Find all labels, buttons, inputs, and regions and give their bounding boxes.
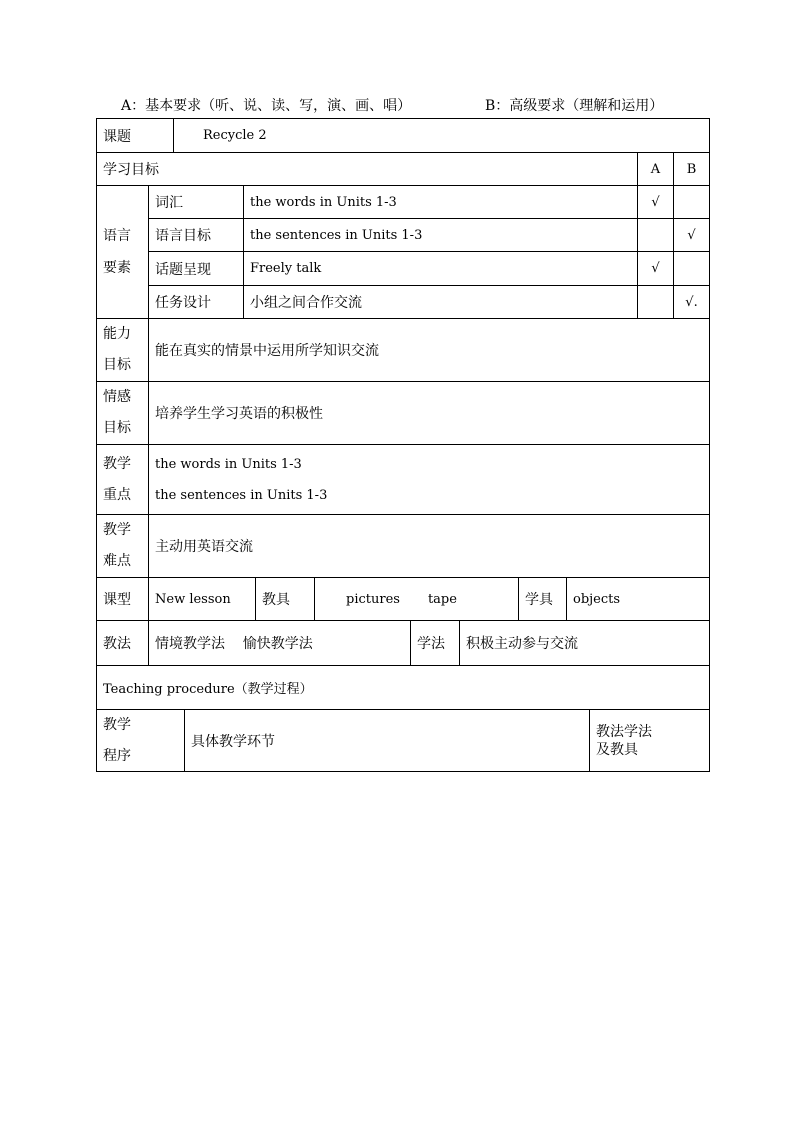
lesson-type-value: New lesson bbox=[148, 577, 256, 621]
language-elements-label bbox=[96, 185, 149, 319]
element-content: Freely talk bbox=[243, 251, 638, 286]
element-name: 任务设计 bbox=[148, 285, 244, 319]
difficulties-label bbox=[96, 514, 149, 578]
program-content: 具体教学环节 bbox=[184, 709, 590, 772]
col-a-header: A bbox=[637, 152, 674, 186]
emotion-content: 培养学生学习英语的积极性 bbox=[148, 381, 710, 445]
check-mark-a: √ bbox=[637, 251, 674, 286]
element-name: 语言目标 bbox=[148, 218, 244, 252]
methods-value: 情境教学法 愉快教学法 bbox=[148, 620, 411, 666]
check-mark-b bbox=[673, 185, 710, 219]
study-method-label: 学法 bbox=[410, 620, 460, 666]
key-points-label bbox=[96, 444, 149, 515]
check-mark-b: √ bbox=[673, 218, 710, 252]
check-mark-b: √. bbox=[673, 285, 710, 319]
element-name: 话题呈现 bbox=[148, 251, 244, 286]
ability-content: 能在真实的情景中运用所学知识交流 bbox=[148, 318, 710, 382]
element-name: 词汇 bbox=[148, 185, 244, 219]
key-points-label-line2: 重点 bbox=[103, 486, 131, 503]
difficulties-label-line1: 教学 bbox=[103, 522, 131, 538]
teaching-aids-label: 教具 bbox=[255, 577, 315, 621]
requirement-a: A：基本要求（听、说、读、写，演、画、唱） bbox=[121, 98, 412, 114]
language-elements-label-line1: 语言 bbox=[103, 228, 131, 244]
lesson-label: 课题 bbox=[96, 118, 174, 153]
program-notes-line1: 教法学法 bbox=[596, 723, 652, 740]
program-notes bbox=[589, 709, 710, 772]
difficulties-content: 主动用英语交流 bbox=[148, 514, 710, 578]
col-b-header: B bbox=[673, 152, 710, 186]
emotion-label-line1: 情感 bbox=[103, 389, 131, 405]
program-notes-line2: 及教具 bbox=[596, 741, 638, 758]
requirements-line bbox=[0, 96, 794, 116]
ability-label-line2: 目标 bbox=[103, 357, 131, 373]
key-points-label-line1: 教学 bbox=[103, 455, 131, 472]
key-point-line: the words in Units 1-3 bbox=[155, 456, 302, 472]
check-mark-a bbox=[637, 285, 674, 319]
language-elements-label-line2: 要素 bbox=[103, 260, 131, 276]
lesson-type-label: 课型 bbox=[96, 577, 149, 621]
program-label bbox=[96, 709, 185, 772]
study-method-value: 积极主动参与交流 bbox=[459, 620, 710, 666]
requirement-b: B：高级要求（理解和运用） bbox=[485, 98, 664, 114]
element-content: 小组之间合作交流 bbox=[243, 285, 638, 319]
element-content: the sentences in Units 1-3 bbox=[243, 218, 638, 252]
emotion-label-line2: 目标 bbox=[103, 420, 131, 436]
student-aids-label: 学具 bbox=[518, 577, 567, 621]
teaching-aid-item: tape bbox=[427, 591, 457, 607]
element-content: the words in Units 1-3 bbox=[243, 185, 638, 219]
check-mark-a: √ bbox=[637, 185, 674, 219]
methods-label: 教法 bbox=[96, 620, 149, 666]
program-label-line2: 程序 bbox=[103, 747, 131, 764]
check-mark-a bbox=[637, 218, 674, 252]
program-label-line1: 教学 bbox=[103, 716, 131, 733]
key-point-line: the sentences in Units 1-3 bbox=[155, 487, 328, 503]
emotion-label bbox=[96, 381, 149, 445]
ability-label-line1: 能力 bbox=[103, 326, 131, 342]
check-mark-b bbox=[673, 251, 710, 286]
objectives-label: 学习目标 bbox=[96, 152, 638, 186]
student-aids-value: objects bbox=[566, 577, 710, 621]
lesson-value: Recycle 2 bbox=[173, 118, 710, 153]
teaching-aids-value bbox=[314, 577, 519, 621]
procedure-title: Teaching procedure（教学过程） bbox=[96, 665, 710, 710]
difficulties-label-line2: 难点 bbox=[103, 553, 131, 569]
ability-label bbox=[96, 318, 149, 382]
key-points-content bbox=[148, 444, 710, 515]
teaching-aid-item: pictures bbox=[346, 591, 400, 607]
